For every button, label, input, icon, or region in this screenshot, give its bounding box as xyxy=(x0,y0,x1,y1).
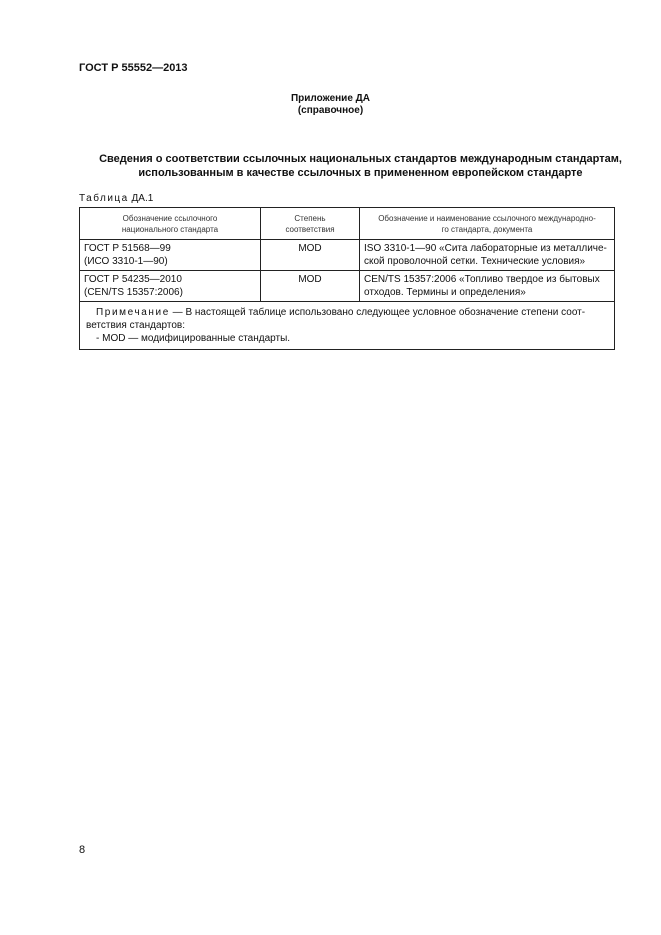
table-note-row xyxy=(80,302,615,350)
document-id: ГОСТ Р 55552—2013 xyxy=(79,62,188,74)
note-text-1: — В настоящей таблице использовано следующее условное обозначение степени соот- xyxy=(169,307,586,318)
cell-national: ГОСТ Р 54235—2010 (CEN/TS 15357:2006) xyxy=(80,271,261,302)
cell-national: ГОСТ Р 51568—99 (ИСО 3310-1—90) xyxy=(80,240,261,271)
note-label: Примечание xyxy=(96,307,170,318)
cell-degree: MOD xyxy=(261,240,360,271)
page-number: 8 xyxy=(79,844,86,856)
table-caption-prefix: Таблица xyxy=(79,193,129,204)
cell-degree: MOD xyxy=(261,271,360,302)
appendix-title-block xyxy=(0,93,661,117)
heading-line-1: Сведения о соответствии ссылочных национальных стандартов международным стандартам, xyxy=(99,153,622,165)
note-item: - MOD — модифицированные стандарты. xyxy=(96,333,291,344)
table-header-row xyxy=(80,208,615,240)
appendix-subtitle: (справочное) xyxy=(297,105,364,116)
table-caption-number: ДА.1 xyxy=(131,193,154,204)
section-heading xyxy=(60,152,661,180)
note-text-2: ветствия стандартов: xyxy=(86,320,185,331)
table-row xyxy=(80,271,615,302)
header-national-standard: Обозначение ссылочного национального стандарта xyxy=(80,208,261,240)
table-note xyxy=(80,302,615,350)
correspondence-table xyxy=(79,207,615,350)
header-international-standard: Обозначение и наименование ссылочного международно- го стандарта, документа xyxy=(360,208,615,240)
cell-international: CEN/TS 15357:2006 «Топливо твердое из бытовых отходов. Термины и определения» xyxy=(360,271,615,302)
header-degree: Степень соответствия xyxy=(261,208,360,240)
cell-international: ISO 3310-1—90 «Сита лабораторные из металличе- ской проволочной сетки. Технические условия» xyxy=(360,240,615,271)
table-caption xyxy=(79,193,153,204)
heading-line-2: использованным в качестве ссылочных в примененном европейском стандарте xyxy=(138,167,583,179)
table-row xyxy=(80,240,615,271)
appendix-title: Приложение ДА xyxy=(290,93,371,104)
